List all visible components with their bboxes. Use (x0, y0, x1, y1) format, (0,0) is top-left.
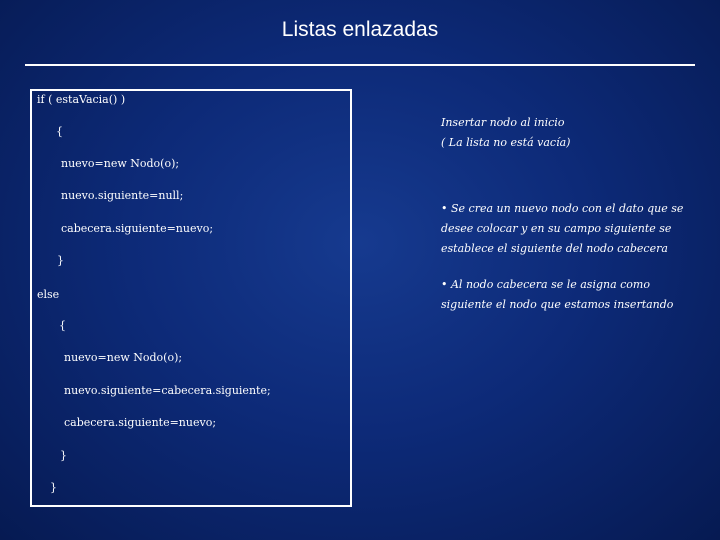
code-line-if: if ( estaVacia() ) (37, 93, 126, 106)
code-line-close-outer: } (50, 481, 57, 494)
code-box (30, 89, 352, 507)
title-divider (25, 64, 695, 66)
code-line: nuevo.siguiente=null; (61, 189, 184, 202)
code-line-close-if: } (57, 254, 64, 267)
code-line: nuevo.siguiente=cabecera.siguiente; (64, 384, 271, 397)
bullet-assign-header: • Al nodo cabecera se le asigna como siguiente el nodo que estamos insertando (441, 278, 674, 311)
notes-heading-line1: Insertar nodo al inicio (441, 116, 565, 129)
code-line: cabecera.siguiente=nuevo; (61, 222, 214, 235)
code-line: cabecera.siguiente=nuevo; (64, 416, 217, 429)
code-line: nuevo=new Nodo(o); (64, 351, 183, 364)
code-line: nuevo=new Nodo(o); (61, 157, 180, 170)
bullet-create-node: • Se crea un nuevo nodo con el dato que se desee colocar y en su campo siguiente se establece el siguiente del nodo cabecera (441, 202, 684, 255)
code-line-else: else (37, 288, 60, 301)
code-line-open-if: { (56, 125, 63, 138)
notes-heading-line2: ( La lista no está vacía) (441, 136, 571, 149)
code-line-close-else: } (60, 449, 67, 462)
slide-title: Listas enlazadas (281, 18, 439, 41)
notes-heading (441, 113, 701, 153)
code-line-open-else: { (59, 319, 66, 332)
